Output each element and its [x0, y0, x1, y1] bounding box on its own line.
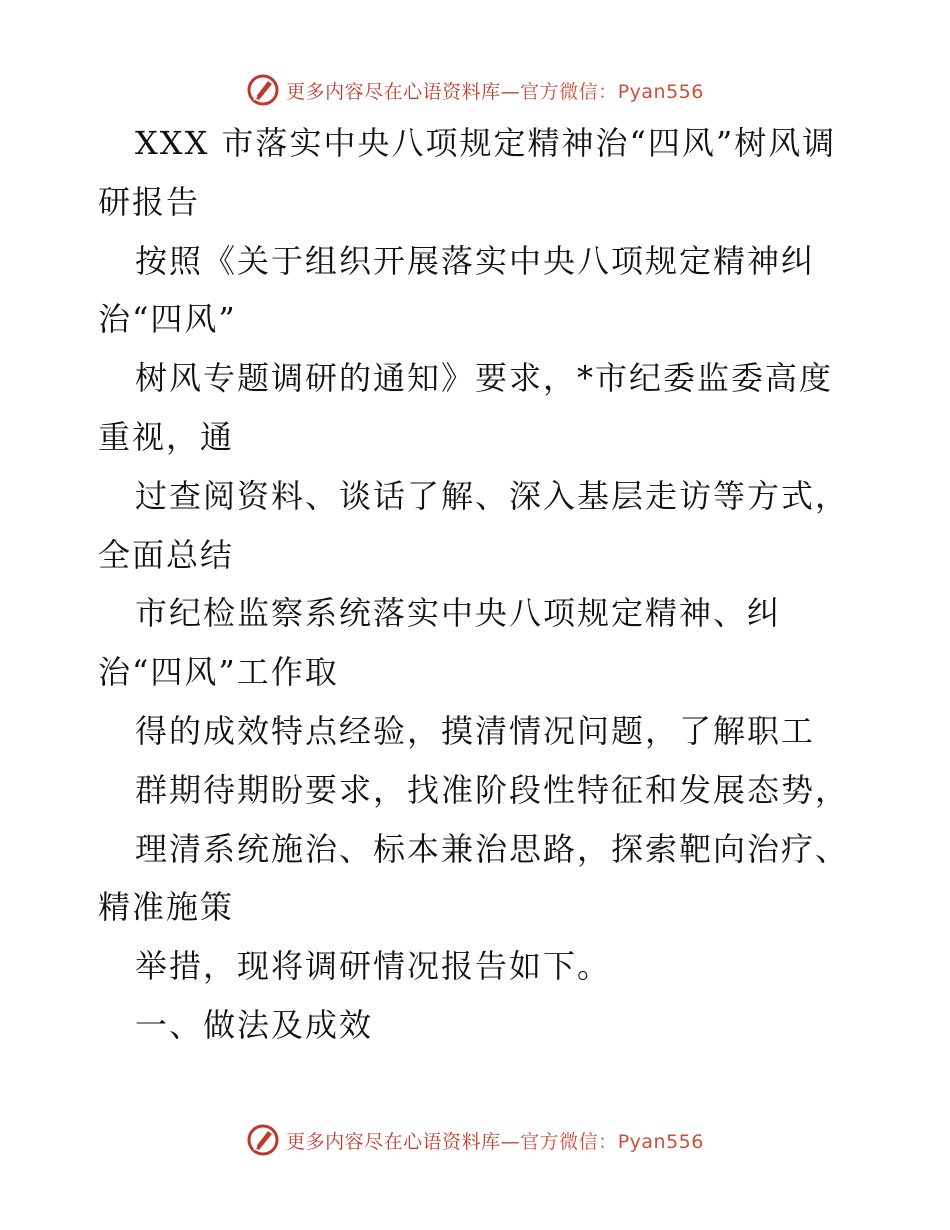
promo-label: 更多内容尽在心语资料库 — [286, 1130, 501, 1153]
paragraph-line: 得的成效特点经验，摸清情况问题，了解职工 — [135, 712, 816, 750]
paragraph-line: 过查阅资料、谈话了解、深入基层走访等方式， — [135, 477, 850, 515]
paragraph-line: 理清系统施治、标本兼治思路，探索靶向治疗、 — [135, 830, 850, 868]
wechat-label: 官方微信： — [520, 80, 618, 103]
paragraph-line: 治“四风” — [98, 300, 237, 338]
promo-separator: — — [500, 80, 521, 103]
footer-banner — [0, 1120, 950, 1160]
promo-separator: — — [500, 1130, 521, 1153]
paragraph-line: 全面总结 — [98, 536, 235, 574]
doc-title-line-2: 研报告 — [98, 183, 201, 221]
paragraph-line: 市纪检监察系统落实中央八项规定精神、纠 — [135, 594, 782, 632]
paragraph-line: 按照《关于组织开展落实中央八项规定精神纠 — [135, 242, 816, 280]
wechat-id: Pyan556 — [617, 1130, 704, 1153]
promo-text — [286, 77, 704, 104]
promo-text — [286, 1127, 704, 1154]
quill-seal-icon — [246, 1123, 280, 1157]
quill-seal-icon — [246, 73, 280, 107]
paragraph-line: 精准施策 — [98, 888, 235, 926]
paragraph-line: 树风专题调研的通知》要求，*市纪委监委高度 — [135, 359, 834, 397]
paragraph-line: 群期待期盼要求，找准阶段性特征和发展态势， — [135, 771, 850, 809]
promo-label: 更多内容尽在心语资料库 — [286, 80, 501, 103]
paragraph-line: 举措，现将调研情况报告如下。 — [135, 947, 612, 985]
paragraph-line: 重视，通 — [98, 418, 235, 456]
section-heading: 一、做法及成效 — [135, 1006, 374, 1044]
wechat-id: Pyan556 — [617, 80, 704, 103]
doc-title-line-1: XXX 市落实中央八项规定精神治“四风”树风调 — [135, 124, 837, 162]
wechat-label: 官方微信： — [520, 1130, 618, 1153]
header-banner — [0, 70, 950, 110]
paragraph-line: 治“四风”工作取 — [98, 653, 339, 691]
